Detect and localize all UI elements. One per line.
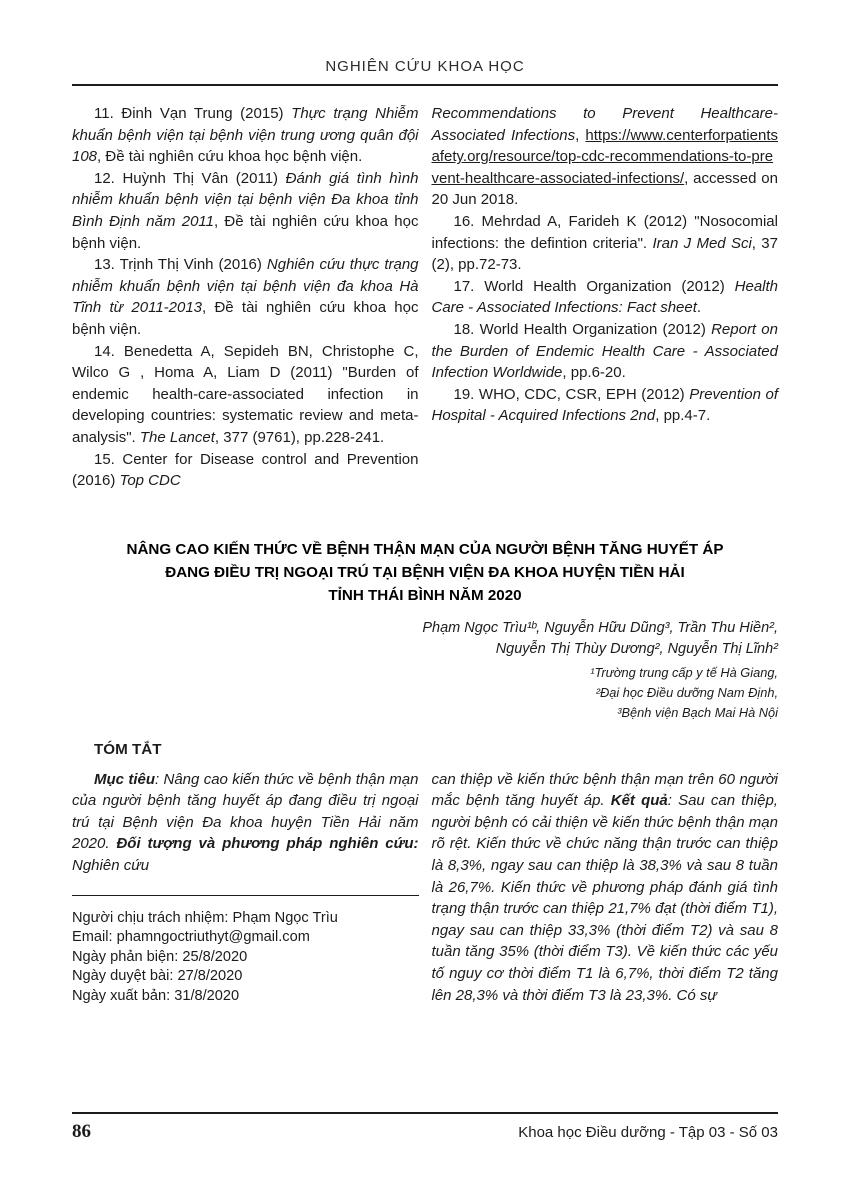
review-date-line: Ngày phản biện: 25/8/2020 — [72, 948, 248, 965]
text-segment: : Sau can thiệp, người bệnh có cải thiện về kiến thức bệnh thận mạn rõ rệt. Kiến thức về chức năng thận trước can thiệp là 8,3%, ngay sau can thiệp là 38,3% và sau 8 tuần là 26,7%. Kiến thức về phương pháp đánh giá tình trạng thận trước can thiệp 21,7% đạt (thời điểm T1), ngay sau can thiệp 33,3% (thời điểm T2) và sau 8 tuần tăng 35% (thời điểm T3). Về kiến thức các yếu tố nguy cơ thời điểm T1 là 6,7%, thời điểm T2 tăng lên 28,3% và thời điểm T3 là 23,3%. Có sự — [431, 792, 778, 1004]
article-title-line-1: NÂNG CAO KIẾN THỨC VỀ BỆNH THẬN MẠN CỦA NGƯỜI BỆNH TĂNG HUYẾT ÁP — [126, 540, 724, 558]
text-segment: , Đề tài nghiên cứu khoa học bệnh viện. — [72, 299, 419, 338]
reference-item-13 — [72, 254, 419, 340]
text-segment: The Lancet — [139, 428, 215, 446]
references-left-column — [72, 103, 419, 492]
text-segment: 13. Trịnh Thị Vinh (2016) — [94, 256, 267, 274]
text-segment: , Đề tài nghiên cứu khoa học bệnh viện. — [72, 212, 419, 252]
abstract-heading: TÓM TẮT — [94, 740, 162, 758]
text-segment: Health Care - Associated Infections: Fact sheet — [431, 277, 778, 317]
text-segment: Mục tiêu — [94, 770, 155, 788]
text-segment: Top CDC — [119, 472, 181, 490]
text-segment: , 377 (9761), pp.228-241. — [214, 428, 385, 446]
affiliations-block — [72, 663, 778, 723]
header-divider — [72, 84, 778, 86]
responsible-person-line: Người chịu trách nhiệm: Phạm Ngọc Trìu — [72, 909, 338, 926]
abstract-paragraph-right — [432, 769, 779, 1007]
reference-item-12 — [72, 168, 419, 254]
text-segment: 18. World Health Organization (2012) — [453, 320, 712, 338]
text-segment: , pp.6-20. — [562, 364, 626, 382]
text-segment: Kết quả — [610, 792, 668, 810]
text-segment: 19. WHO, CDC, CSR, EPH (2012) — [453, 385, 690, 403]
reference-url-link[interactable]: https://www.centerforpatientsafety.org/resource/top-cdc-recommendations-to-prevent-healthcare-associated-infections/ — [431, 126, 778, 187]
text-segment: can thiệp về kiến thức bệnh thận mạn trên 60 người mắc bệnh tăng huyết áp. — [431, 770, 778, 810]
page-number: 86 — [72, 1121, 91, 1142]
text-segment: : Nâng cao kiến thức về bệnh thận mạn của người bệnh tăng huyết áp đang điều trị ngoại trú tại Bệnh viện Đa khoa huyện Tiền Hải năm 2020. — [72, 770, 419, 853]
reference-item-18 — [432, 319, 779, 384]
references-section — [72, 103, 778, 492]
text-segment: 17. World Health Organization (2012) — [453, 277, 735, 295]
text-segment: Iran J Med Sci — [652, 234, 752, 252]
text-segment: . — [696, 299, 702, 317]
contact-block — [72, 909, 419, 1007]
text-segment: , 37 (2), pp.72-73. — [431, 234, 778, 274]
text-segment: , Đề tài nghiên cứu khoa học bệnh viện. — [97, 148, 363, 166]
abstract-paragraph-left — [72, 769, 419, 877]
journal-page — [72, 0, 778, 1007]
text-segment: , — [575, 126, 586, 144]
page-header — [72, 58, 778, 86]
article-header — [72, 538, 778, 723]
article-title — [72, 538, 778, 607]
text-segment: 16. Mehrdad A, Farideh K (2012) "Nosocomial infections: the defintion criteria". — [431, 212, 778, 252]
reference-item-14 — [72, 341, 419, 449]
text-segment: , accessed on 20 Jun 2018. — [431, 169, 778, 209]
text-segment: Prevention of Hospital - Acquired Infections 2nd — [431, 385, 778, 425]
text-segment: 15. Center for Disease control and Prevention (2016) — [72, 450, 419, 490]
references-right-column — [432, 103, 779, 492]
author-line-2: Nguyễn Thị Thùy Dương², Nguyễn Thị Lĩnh² — [495, 641, 778, 658]
text-segment: Đối tượng và phương pháp nghiên cứu: — [116, 835, 419, 853]
reference-item-16 — [432, 211, 779, 276]
text-segment: , pp.4-7. — [655, 407, 711, 425]
text-segment: Recommendations to Prevent Healthcare-Associated Infections — [431, 105, 778, 144]
authors-block — [72, 618, 778, 661]
journal-footer-text: Khoa học Điều dưỡng - Tập 03 - Số 03 — [518, 1124, 778, 1141]
reference-item-17 — [432, 276, 779, 319]
text-segment: 11. Đinh Vạn Trung (2015) — [94, 105, 292, 122]
affiliation-line-1: ¹Trường trung cấp y tế Hà Giang, — [590, 664, 778, 680]
abstract-section — [72, 739, 778, 1007]
journal-section-header: NGHIÊN CỨU KHOA HỌC — [325, 58, 525, 75]
article-title-line-3: TỈNH THÁI BÌNH NĂM 2020 — [328, 586, 522, 604]
affiliation-line-3: ³Bệnh viện Bạch Mai Hà Nội — [617, 704, 778, 720]
affiliation-line-2: ²Đại học Điều dưỡng Nam Định, — [595, 684, 778, 700]
publication-date-line: Ngày xuất bản: 31/8/2020 — [72, 988, 240, 1005]
author-line-1: Phạm Ngọc Trìu¹ᵇ, Nguyễn Hữu Dũng³, Trần Thu Hiền², — [422, 619, 778, 636]
approval-date-line: Ngày duyệt bài: 27/8/2020 — [72, 968, 243, 985]
reference-item-15-continued — [432, 103, 779, 211]
text-segment: Report on the Burden of Endemic Health Care - Associated Infection Worldwide — [431, 320, 778, 382]
contact-email-line: Email: phamngoctriuthyt@gmail.com — [72, 929, 310, 946]
page-footer — [72, 1112, 778, 1143]
reference-item-15-start — [72, 449, 419, 492]
text-segment: Nghiên cứu thực trạng nhiễm khuẩn bệnh viện tại bệnh viện đa khoa Hà Tĩnh từ 2011-2013 — [72, 256, 419, 317]
text-segment: 12. Huỳnh Thị Vân (2011) — [94, 169, 286, 187]
text-segment: Đánh giá tình hình nhiễm khuẩn bệnh viện tại bệnh viện Đa khoa tỉnh Bình Định năm 2011 — [72, 169, 419, 230]
abstract-left-column — [72, 739, 419, 1007]
reference-item-11 — [72, 103, 419, 168]
reference-item-19 — [432, 384, 779, 427]
abstract-right-column — [432, 739, 779, 1007]
text-segment: Thực trạng Nhiễm khuẩn bệnh viện tại bệnh viện trung ương quân đội 108 — [72, 105, 419, 166]
contact-divider — [72, 895, 419, 896]
text-segment: 14. Benedetta A, Sepideh BN, Christophe C, Wilco G , Homa A, Liam D (2011) "Burden of endemic health-care-associated infection in developing countries: systematic review and meta-analysis". — [72, 342, 419, 446]
article-title-line-2: ĐANG ĐIỀU TRỊ NGOẠI TRÚ TẠI BỆNH VIỆN ĐA KHOA HUYỆN TIỀN HẢI — [165, 563, 685, 581]
text-segment: Nghiên cứu — [72, 857, 150, 875]
